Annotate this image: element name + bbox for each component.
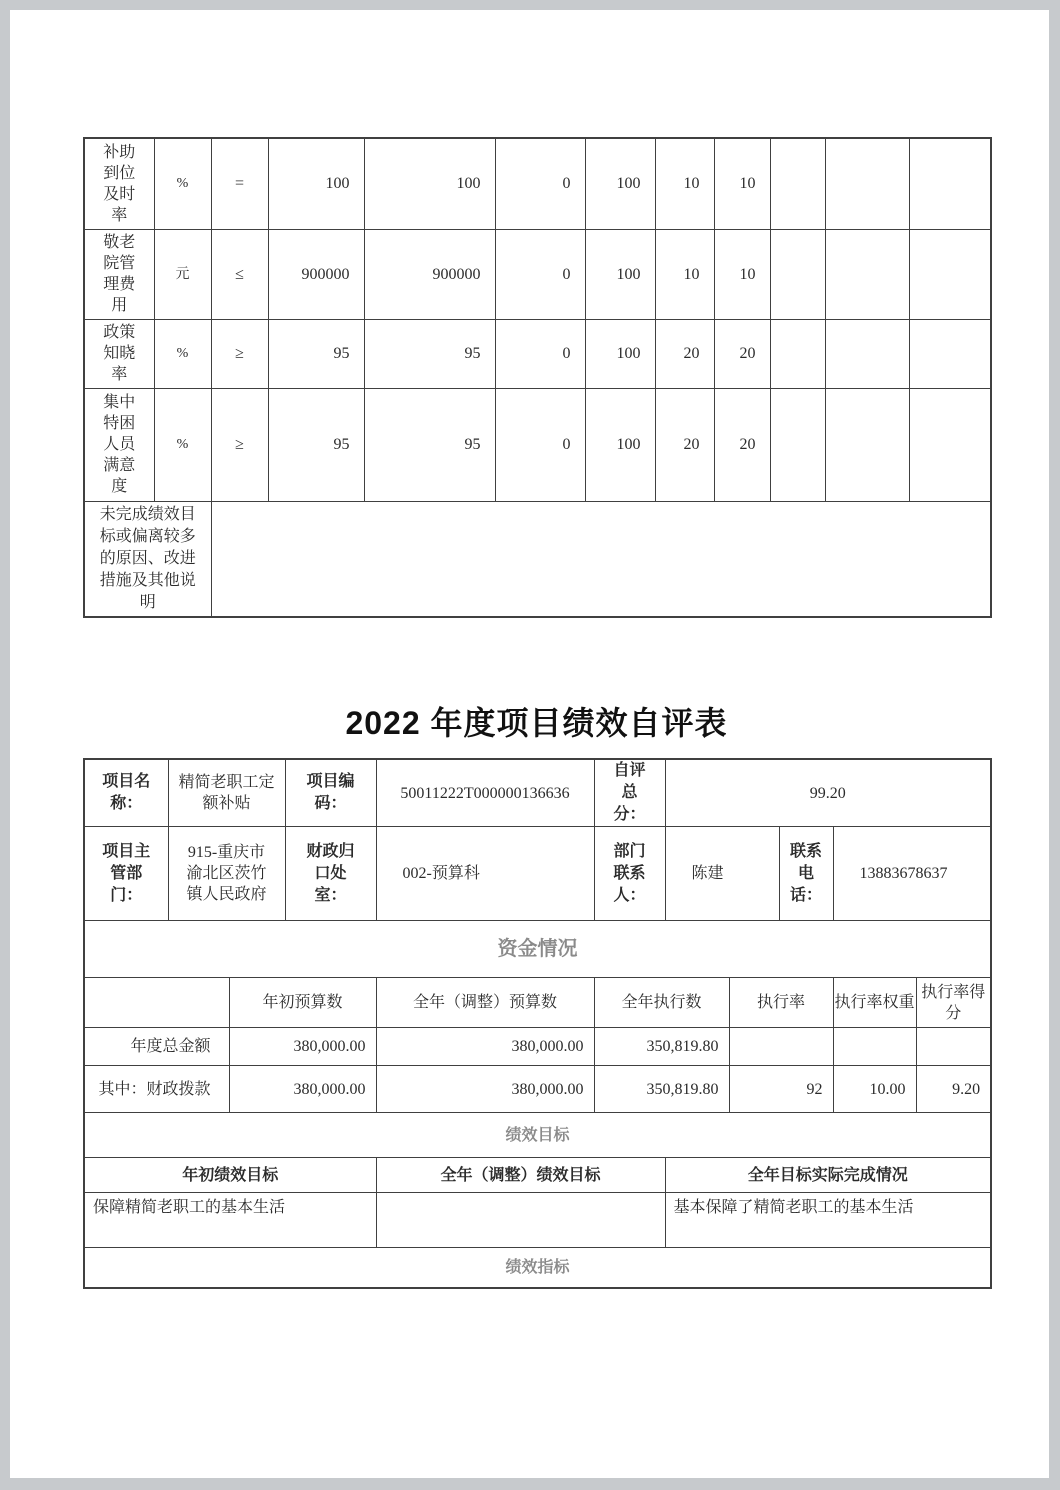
- indicator-extra-cell: [909, 229, 991, 319]
- self-score-label: 自评总分：: [594, 759, 665, 827]
- goals-header-adjusted: 全年（调整）绩效目标: [376, 1158, 665, 1193]
- phone-value: 13883678637: [833, 827, 991, 921]
- indicator-operator: ≥: [211, 319, 268, 388]
- funds-adjusted-budget: 380,000.00: [376, 1066, 594, 1113]
- unmet-goals-value: [211, 501, 991, 617]
- indicator-weight: 10: [655, 138, 714, 229]
- funds-section-row: [84, 921, 991, 978]
- funds-executed: 350,819.80: [594, 1066, 729, 1113]
- indicator-score: 20: [714, 319, 770, 388]
- contact-label: 部门联系人：: [594, 827, 665, 921]
- funds-rate-weight: [833, 1028, 916, 1066]
- funds-adjusted-budget: 380,000.00: [376, 1028, 594, 1066]
- indicator-name: 补助到位及时率: [84, 138, 154, 229]
- phone-label: 联系电话：: [779, 827, 833, 921]
- project-code-label: 项目编码：: [285, 759, 376, 827]
- goal-adjusted-value: [376, 1193, 665, 1248]
- indicator-operator: =: [211, 138, 268, 229]
- indicator-completion-rate: 100: [585, 319, 655, 388]
- indicator-target-value: 900000: [268, 229, 364, 319]
- indicator-extra-cell: [770, 138, 825, 229]
- funds-initial-budget: 380,000.00: [229, 1066, 376, 1113]
- indicator-footer-row: [84, 501, 991, 617]
- indicator-name: 敬老院管理费用: [84, 229, 154, 319]
- indicator-target-value: 100: [268, 138, 364, 229]
- goal-actual-value: 基本保障了精简老职工的基本生活: [665, 1193, 991, 1248]
- project-name-label: 项目名称：: [84, 759, 168, 827]
- funds-header-corner: [84, 978, 229, 1028]
- indicator-completion-rate: 100: [585, 138, 655, 229]
- funds-header-rate-score: 执行率得分: [916, 978, 991, 1028]
- indicator-deviation: 0: [495, 138, 585, 229]
- funds-fiscal-row: [84, 1066, 991, 1113]
- indicator-extra-cell: [909, 319, 991, 388]
- indicator-extra-cell: [825, 319, 909, 388]
- goals-content-row: [84, 1193, 991, 1248]
- finance-office-value: 002-预算科: [376, 827, 594, 921]
- indicator-extra-cell: [770, 229, 825, 319]
- indicator-actual-value: 100: [364, 138, 495, 229]
- contact-value: 陈建: [665, 827, 779, 921]
- indicator-row: [84, 138, 991, 229]
- indicator-row: [84, 388, 991, 501]
- indicator-deviation: 0: [495, 319, 585, 388]
- indicators-section-row: [84, 1248, 991, 1288]
- funds-execution-rate: 92: [729, 1066, 833, 1113]
- funds-header-executed: 全年执行数: [594, 978, 729, 1028]
- indicator-completion-rate: 100: [585, 388, 655, 501]
- funds-header-rate-weight: 执行率权重: [833, 978, 916, 1028]
- indicator-actual-value: 95: [364, 319, 495, 388]
- dept-label: 项目主管部门：: [84, 827, 168, 921]
- summary-table: [83, 758, 992, 1289]
- indicator-target-value: 95: [268, 319, 364, 388]
- indicator-name: 政策知晓率: [84, 319, 154, 388]
- indicator-operator: ≤: [211, 229, 268, 319]
- indicator-score: 20: [714, 388, 770, 501]
- funds-total-row: [84, 1028, 991, 1066]
- funds-executed: 350,819.80: [594, 1028, 729, 1066]
- goals-section-title: 绩效目标: [84, 1113, 991, 1158]
- goals-header-actual: 全年目标实际完成情况: [665, 1158, 991, 1193]
- goals-section-row: [84, 1113, 991, 1158]
- project-info-row: [84, 759, 991, 827]
- goals-header-initial: 年初绩效目标: [84, 1158, 376, 1193]
- indicator-extra-cell: [825, 138, 909, 229]
- indicator-unit: %: [154, 319, 211, 388]
- indicator-extra-cell: [770, 319, 825, 388]
- indicator-extra-cell: [770, 388, 825, 501]
- funds-header-row: [84, 978, 991, 1028]
- indicator-deviation: 0: [495, 229, 585, 319]
- funds-rate-score: [916, 1028, 991, 1066]
- indicator-extra-cell: [909, 138, 991, 229]
- finance-office-label: 财政归口处室：: [285, 827, 376, 921]
- self-score-value: 99.20: [665, 759, 991, 827]
- project-code-value: 50011222T000000136636: [376, 759, 594, 827]
- goals-header-row: [84, 1158, 991, 1193]
- funds-section-title: 资金情况: [84, 921, 991, 978]
- indicator-completion-rate: 100: [585, 229, 655, 319]
- indicator-weight: 20: [655, 319, 714, 388]
- project-name-value: 精简老职工定额补贴: [168, 759, 285, 827]
- document-page: [10, 10, 1049, 1478]
- goal-initial-value: 保障精简老职工的基本生活: [84, 1193, 376, 1248]
- unmet-goals-label: 未完成绩效目标或偏离较多的原因、改进措施及其他说明: [84, 501, 211, 617]
- indicator-operator: ≥: [211, 388, 268, 501]
- indicator-actual-value: 95: [364, 388, 495, 501]
- funds-row-label: 年度总金额: [84, 1028, 229, 1066]
- funds-row-label: 其中：财政拨款: [84, 1066, 229, 1113]
- funds-rate-weight: 10.00: [833, 1066, 916, 1113]
- indicator-extra-cell: [825, 388, 909, 501]
- indicators-section-title: 绩效指标: [84, 1248, 991, 1288]
- indicator-unit: %: [154, 388, 211, 501]
- indicator-unit: %: [154, 138, 211, 229]
- funds-header-initial-budget: 年初预算数: [229, 978, 376, 1028]
- funds-header-adjusted-budget: 全年（调整）预算数: [376, 978, 594, 1028]
- indicator-row: [84, 229, 991, 319]
- funds-header-execution-rate: 执行率: [729, 978, 833, 1028]
- indicator-deviation: 0: [495, 388, 585, 501]
- funds-initial-budget: 380,000.00: [229, 1028, 376, 1066]
- indicator-score: 10: [714, 229, 770, 319]
- indicator-target-value: 95: [268, 388, 364, 501]
- indicator-row: [84, 319, 991, 388]
- indicator-name: 集中特困人员满意度: [84, 388, 154, 501]
- indicator-table: [83, 137, 992, 618]
- funds-rate-score: 9.20: [916, 1066, 991, 1113]
- dept-value: 915-重庆市渝北区茨竹镇人民政府: [168, 827, 285, 921]
- department-info-row: [84, 827, 991, 921]
- indicator-extra-cell: [825, 229, 909, 319]
- indicator-weight: 10: [655, 229, 714, 319]
- indicator-extra-cell: [909, 388, 991, 501]
- indicator-weight: 20: [655, 388, 714, 501]
- indicator-actual-value: 900000: [364, 229, 495, 319]
- indicator-unit: 元: [154, 229, 211, 319]
- indicator-score: 10: [714, 138, 770, 229]
- page-title: 2022 年度项目绩效自评表: [345, 705, 728, 741]
- funds-execution-rate: [729, 1028, 833, 1066]
